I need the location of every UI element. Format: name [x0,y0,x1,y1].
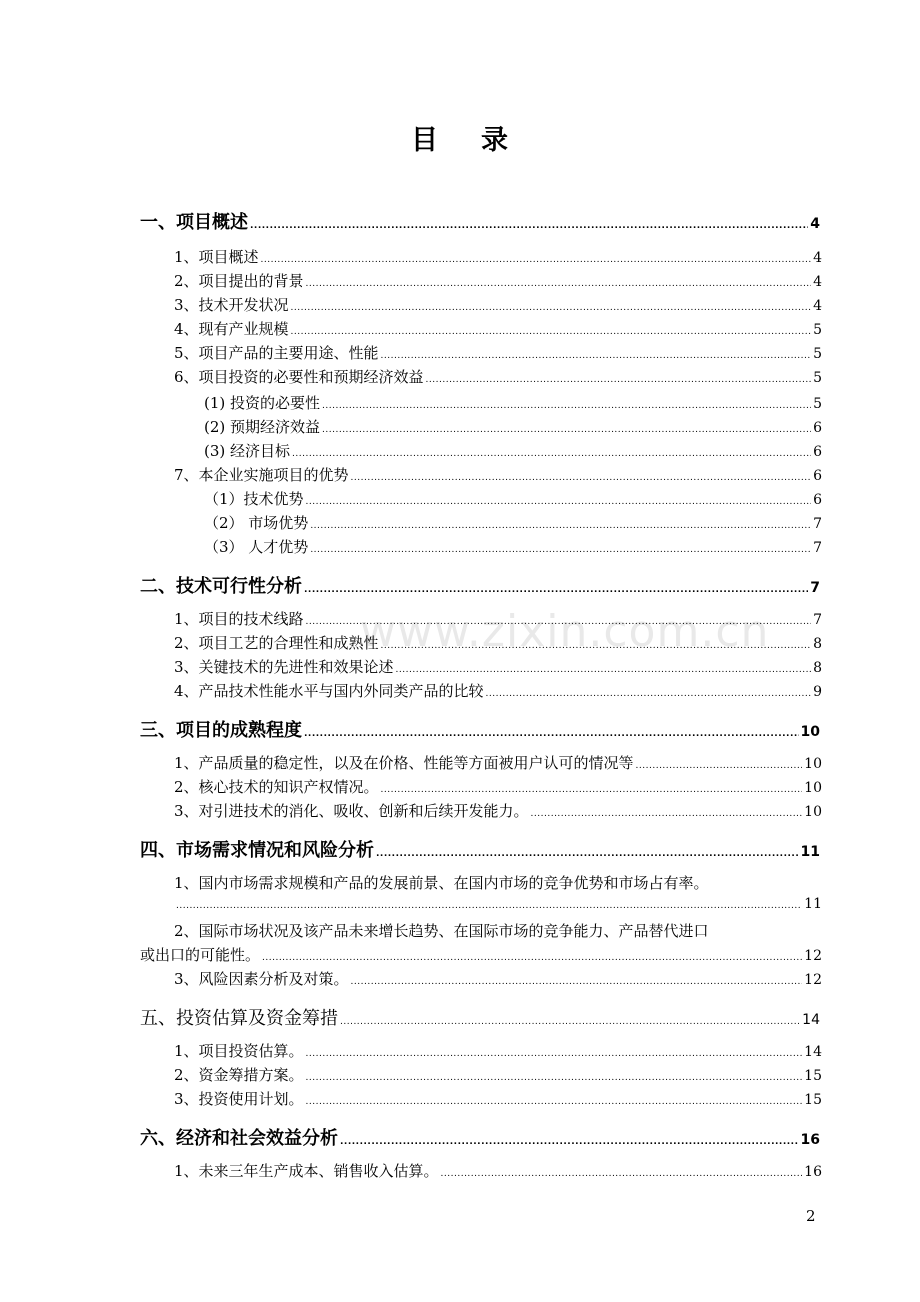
toc-section-3[interactable]: 三、项目的成熟程度 ..... 10 [140,716,820,742]
toc-entry[interactable]: 或出口的可能性。 ..... 12 [140,944,822,965]
toc-entry[interactable]: 2、项目提出的背景 ..... 4 [174,270,822,291]
toc-entry[interactable]: 1、未来三年生产成本、销售收入估算。 ..... 16 [174,1160,822,1181]
page-number: 2 [806,1207,816,1225]
toc-entry[interactable]: 7、本企业实施项目的优势 ..... 6 [174,464,822,485]
toc-section-5[interactable]: 五、投资估算及资金筹措 ..... 14 [140,1004,820,1030]
title-char-2: 录 [481,125,509,156]
toc-entry[interactable]: 1、项目投资估算。 ..... 14 [174,1040,822,1061]
toc-subentry[interactable]: (1) 投资的必要性 ..... 5 [204,392,822,413]
toc-entry-wrapped-line[interactable]: 2、国际市场状况及该产品未来增长趋势、在国际市场的竞争能力、产品替代进口 [174,922,709,940]
toc-subentry[interactable]: (2) 预期经济效益 ..... 6 [204,416,822,437]
toc-entry[interactable]: 2、资金筹措方案。 ..... 15 [174,1064,822,1085]
toc-subentry[interactable]: （1）技术优势 ..... 6 [204,488,822,509]
toc-entry[interactable]: 1、产品质量的稳定性，以及在价格、性能等方面被用户认可的情况等 ..... 10 [174,752,822,773]
toc-entry[interactable]: 3、技术开发状况 ..... 4 [174,294,822,315]
toc-section-1[interactable]: 一、项目概述 ..... 4 [140,208,820,234]
toc-entry[interactable]: 1、项目的技术线路 ..... 7 [174,608,822,629]
toc-entry[interactable]: 1、项目概述 ..... 4 [174,246,822,267]
toc-entry-leader[interactable]: ..... 11 [174,896,822,912]
title-char-1: 目 [411,125,439,156]
toc-entry[interactable]: 2、核心技术的知识产权情况。 ..... 10 [174,776,822,797]
toc-section-4[interactable]: 四、市场需求情况和风险分析 ..... 11 [140,836,820,862]
toc-section-2[interactable]: 二、技术可行性分析 ..... 7 [140,572,820,598]
toc-entry[interactable]: 4、现有产业规模 ..... 5 [174,318,822,339]
toc-entry[interactable]: 5、项目产品的主要用途、性能 ..... 5 [174,342,822,363]
toc-section-6[interactable]: 六、经济和社会效益分析 ..... 16 [140,1124,820,1150]
toc-subentry[interactable]: (3) 经济目标 ..... 6 [204,440,822,461]
toc-entry[interactable]: 3、投资使用计划。 ..... 15 [174,1088,822,1109]
page-title [0,118,920,157]
toc-subentry[interactable]: （3） 人才优势 ..... 7 [204,536,822,557]
toc-subentry[interactable]: （2） 市场优势 ..... 7 [204,512,822,533]
toc-entry[interactable]: 3、关键技术的先进性和效果论述 ..... 8 [174,656,822,677]
toc-entry[interactable]: 6、项目投资的必要性和预期经济效益 ..... 5 [174,366,822,387]
toc-entry[interactable]: 3、对引进技术的消化、吸收、创新和后续开发能力。 ..... 10 [174,800,822,821]
toc-entry[interactable]: 3、风险因素分析及对策。 ..... 12 [174,968,822,989]
toc-entry-wrapped-line[interactable]: 1、国内市场需求规模和产品的发展前景、在国内市场的竞争优势和市场占有率。 [174,874,709,892]
toc-entry[interactable]: 4、产品技术性能水平与国内外同类产品的比较 ..... 9 [174,680,822,701]
watermark: www.zixin.com.cn [360,606,770,657]
toc-entry[interactable]: 2、项目工艺的合理性和成熟性 ..... 8 [174,632,822,653]
